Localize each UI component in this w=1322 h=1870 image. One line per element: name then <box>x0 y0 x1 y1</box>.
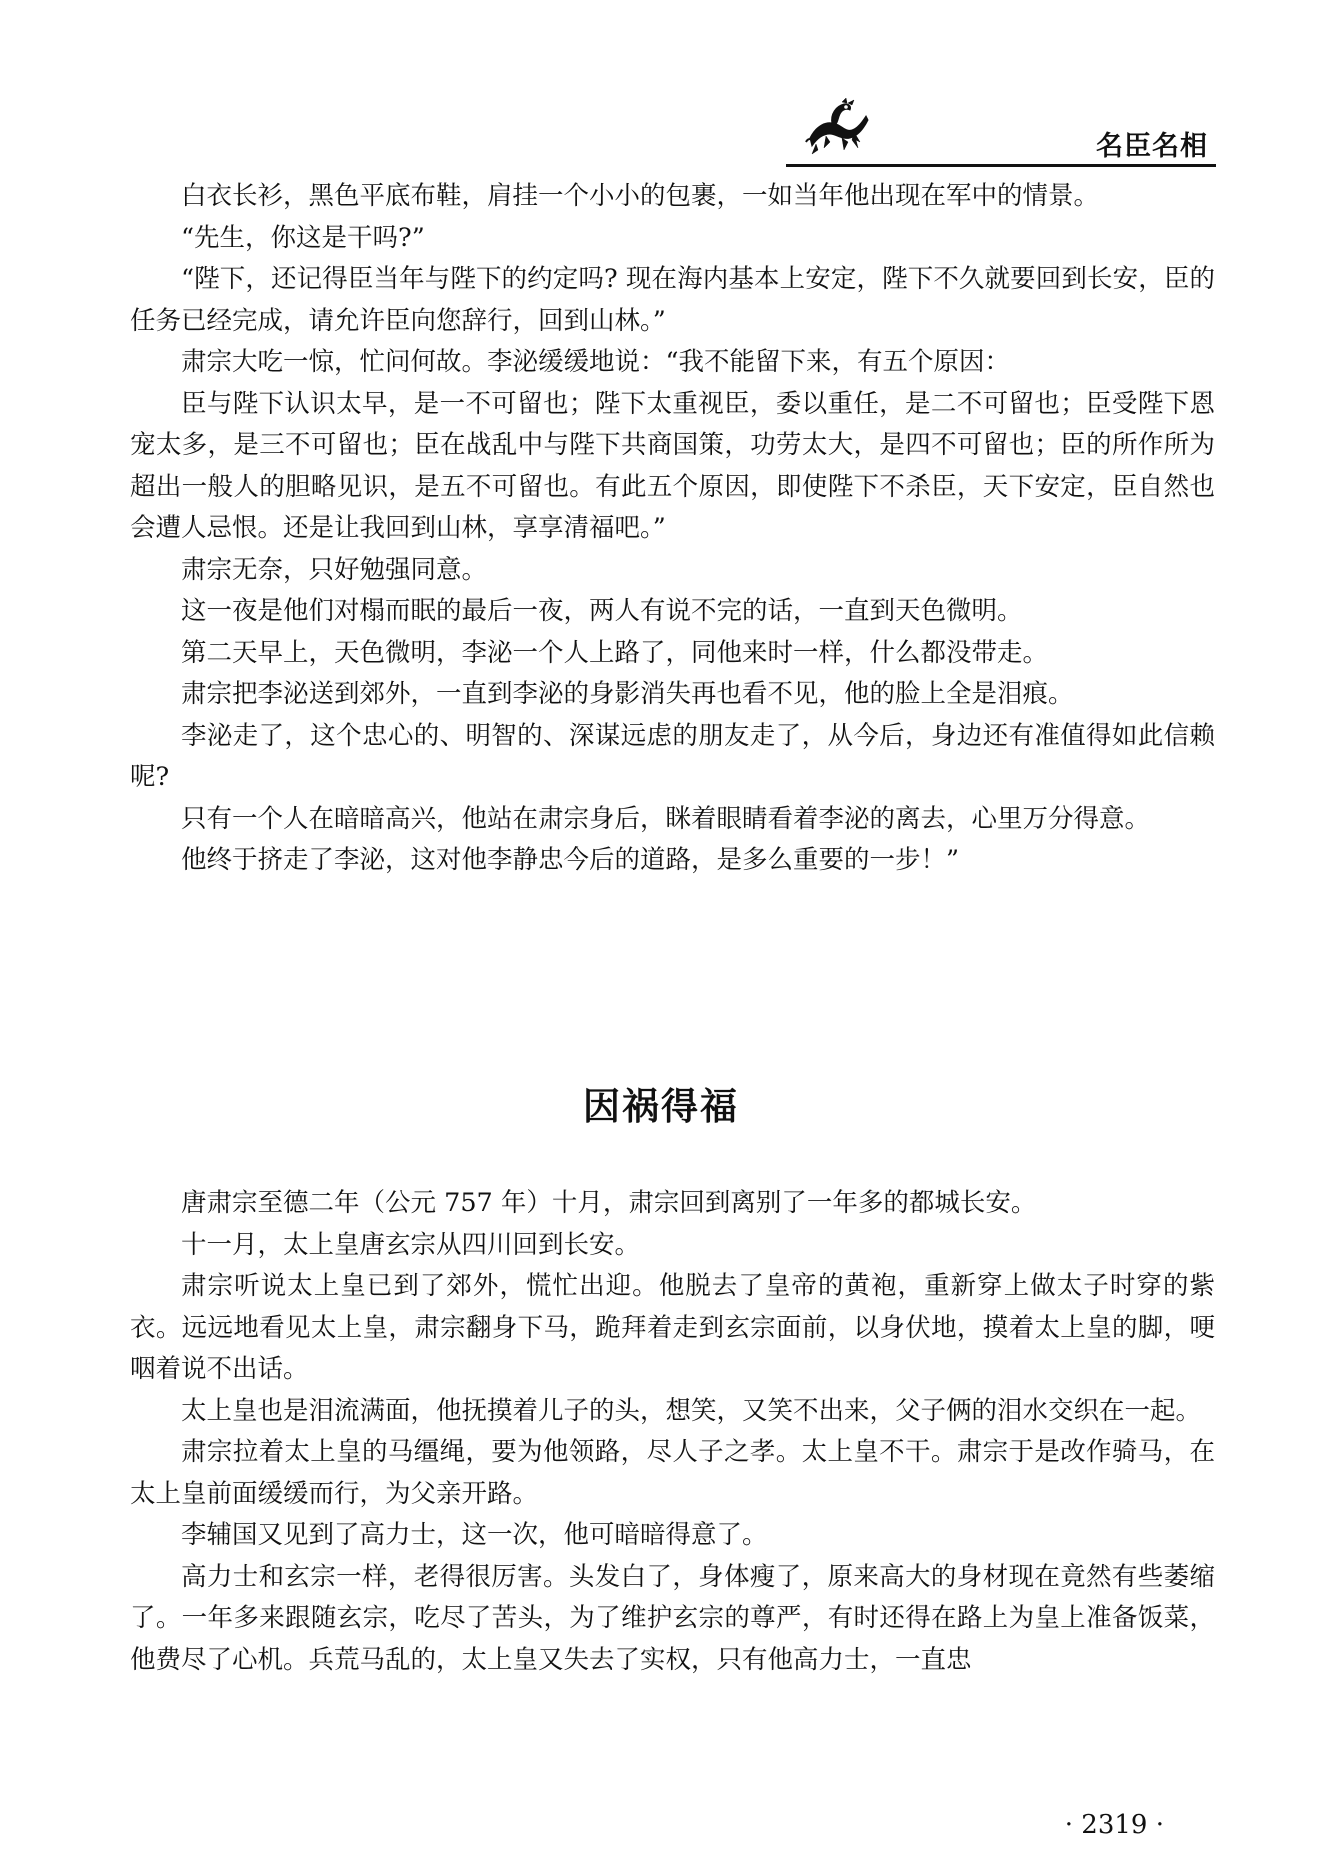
dragon-icon <box>802 98 872 160</box>
paragraph: 第二天早上，天色微明，李泌一个人上路了，同他来时一样，什么都没带走。 <box>181 637 1049 668</box>
paragraph: 李辅国又见到了高力士，这一次，他可暗暗得意了。 <box>181 1520 768 1550</box>
paragraph: 高力士和玄宗一样，老得很厉害。头发白了，身体瘦了，原来高大的身材现在竟然有些萎缩了。一年多来跟随玄宗，吃尽了苦头，为了维护玄宗的尊严，有时还得在路上为皇上准备饭菜，他费尽了心机。兵荒马乱的，太上皇又失去了实权，只有他高力士，一直忠 <box>130 1561 1215 1675</box>
paragraph: 肃宗拉着太上皇的马缰绳，要为他领路，尽人子之孝。太上皇不干。肃宗于是改作骑马，在太上皇前面缓缓而行，为父亲开路。 <box>130 1437 1215 1509</box>
paragraph: 这一夜是他们对榻而眠的最后一夜，两人有说不完的话，一直到天色微明。 <box>181 596 1023 626</box>
paragraph: 臣与陛下认识太早，是一不可留也；陛下太重视臣，委以重任，是二不可留也；臣受陛下恩宠太多，是三不可留也；臣在战乱中与陛下共商国策，功劳太大，是四不可留也；臣的所作所为超出一般人的胆略见识，是五不可留也。有此五个原因，即使陛下不杀臣，天下安定，臣自然也会遭人忌恨。还是让我回到山林，享享清福吧。” <box>130 388 1215 543</box>
chapter-title: 因祸得福 <box>583 1085 739 1128</box>
paragraph: “陛下，还记得臣当年与陛下的约定吗? 现在海内基本上安定，陛下不久就要回到长安，臣的任务已经完成，请允许臣向您辞行，回到山林。” <box>130 264 1215 336</box>
top-text-block <box>130 176 1215 882</box>
page-number: · 2319 · <box>1064 1810 1164 1840</box>
paragraph: 肃宗大吃一惊，忙问何故。李泌缓缓地说：“我不能留下来，有五个原因： <box>181 347 1011 377</box>
running-header <box>786 98 1216 170</box>
paragraph: 肃宗听说太上皇已到了郊外，慌忙出迎。他脱去了皇帝的黄袍，重新穿上做太子时穿的紫衣。远远地看见太上皇，肃宗翻身下马，跪拜着走到玄宗面前，以身伏地，摸着太上皇的脚，哽咽着说不出话。 <box>130 1271 1215 1384</box>
paragraph: 只有一个人在暗暗高兴，他站在肃宗身后，眯着眼睛看着李泌的离去，心里万分得意。 <box>181 803 1151 834</box>
section-title: 名臣名相 <box>1096 131 1208 162</box>
paragraph: 李泌走了，这个忠心的、明智的、深谋远虑的朋友走了，从今后，身边还有准值得如此信赖呢? <box>130 720 1215 792</box>
paragraph: 唐肃宗至德二年（公元 757 年）十月，肃宗回到离别了一年多的都城长安。 <box>181 1188 1037 1218</box>
paragraph: 太上皇也是泪流满面，他抚摸着儿子的头，想笑，又笑不出来，父子俩的泪水交织在一起。 <box>181 1395 1202 1426</box>
header-divider <box>786 164 1216 167</box>
paragraph: 肃宗把李泌送到郊外，一直到李泌的身影消失再也看不见，他的脸上全是泪痕。 <box>181 679 1074 709</box>
paragraph: 肃宗无奈，只好勉强同意。 <box>181 554 488 585</box>
paragraph: 十一月，太上皇唐玄宗从四川回到长安。 <box>181 1229 641 1260</box>
paragraph: 他终于挤走了李泌，这对他李静忠今后的道路，是多么重要的一步！” <box>181 845 960 875</box>
paragraph: 白衣长衫，黑色平底布鞋，肩挂一个小小的包裹，一如当年他出现在军中的情景。 <box>181 181 1100 211</box>
bottom-text-block <box>130 1183 1215 1681</box>
paragraph: “先生，你这是干吗?” <box>181 222 425 253</box>
